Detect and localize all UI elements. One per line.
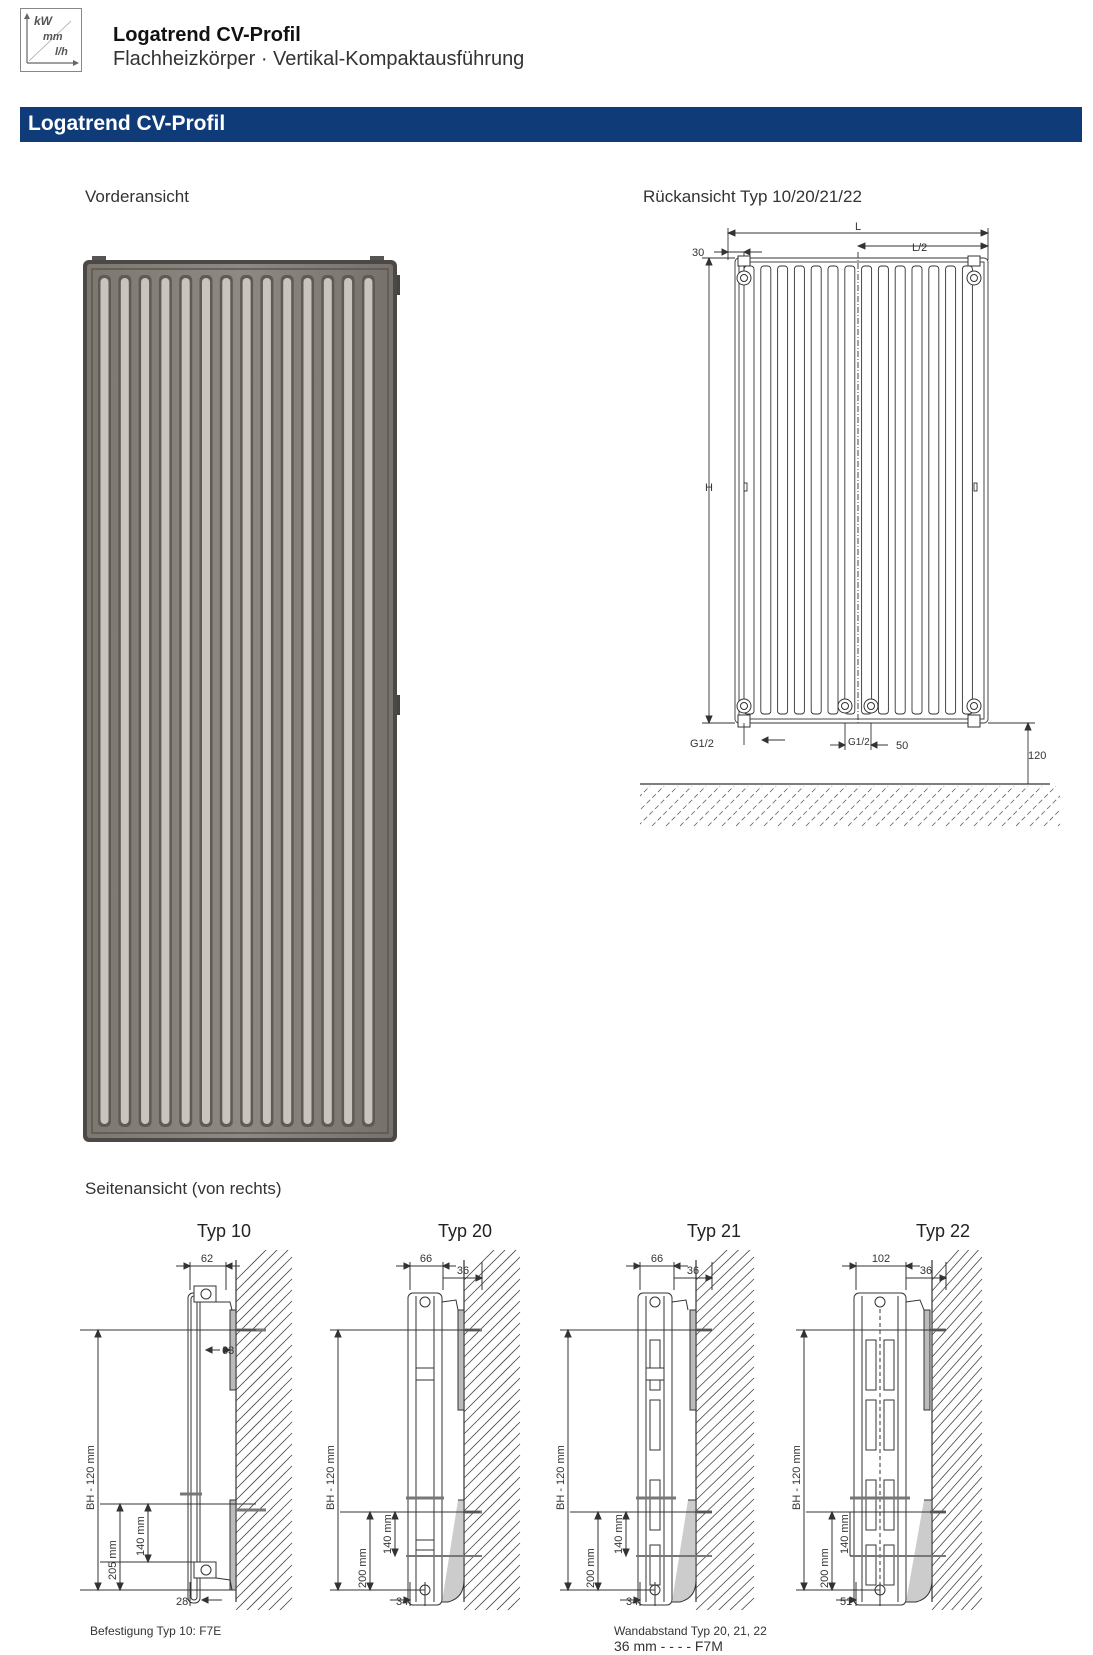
rear-rib (811, 266, 821, 714)
front-rib-highlight (243, 278, 251, 1124)
wall-hatch-line (464, 1444, 520, 1500)
wall-hatch-line (464, 1257, 520, 1313)
rear-rib (761, 266, 771, 714)
wall-hatch-line (236, 1334, 292, 1390)
rear-rib (794, 266, 804, 714)
wall-hatch-line (932, 1334, 982, 1390)
rear-rib (744, 266, 754, 714)
wall-hatch-line (236, 1345, 292, 1401)
wall-hatch-line (236, 1455, 292, 1511)
wall-hatch-line (696, 1466, 754, 1522)
wall-hatch-line (696, 1268, 754, 1324)
typ22-200: 200 mm (819, 1548, 831, 1588)
wall-hatch-line (696, 1400, 754, 1456)
wall-hatch-line (932, 1389, 982, 1445)
front-view-label: Vorderansicht (85, 187, 189, 206)
typ22-label: Typ 22 (916, 1221, 971, 1241)
wall-hatch-line (696, 1290, 754, 1346)
typ21-wall: 36 (686, 1265, 700, 1277)
floor-hatch-line (1030, 786, 1060, 826)
wall-hatch-line (696, 1543, 754, 1599)
floor-hatch-line (1044, 786, 1060, 826)
floor-hatch-line (1058, 786, 1060, 826)
rear-rib (862, 266, 872, 714)
wall-hatch-line (932, 1422, 982, 1478)
rear-rib (962, 266, 972, 714)
wall-hatch-line (696, 1422, 754, 1478)
wall-hatch-line (464, 1345, 520, 1401)
wall-hatch-line (932, 1367, 982, 1423)
front-rib-highlight (182, 278, 190, 1124)
typ20-200: 200 mm (357, 1548, 369, 1588)
wall-hatch-line (464, 1499, 520, 1555)
rear-rib (946, 266, 956, 714)
wall-hatch-line (236, 1400, 292, 1456)
typ20-label: Typ 20 (438, 1221, 493, 1241)
logo-unit-lh: l/h (55, 46, 68, 58)
wall-hatch-line (932, 1466, 982, 1522)
front-rib-highlight (121, 278, 129, 1124)
wall-hatch-line (696, 1521, 754, 1577)
rear-view-label: Rückansicht Typ 10/20/21/22 (643, 187, 862, 206)
typ22-bottom: 51 (840, 1596, 853, 1608)
wall-hatch-line (696, 1499, 754, 1555)
wall-hatch-line (464, 1334, 520, 1390)
typ20-bh: BH - 120 mm (325, 1445, 337, 1510)
front-rib-highlight (141, 278, 149, 1124)
wall-hatch-line (932, 1510, 982, 1566)
wandabstand-title: Wandabstand Typ 20, 21, 22 (614, 1624, 767, 1638)
wall-hatch-line (932, 1499, 982, 1555)
typ10-bottom: 28 (176, 1596, 189, 1608)
wall-hatch-line (464, 1488, 520, 1544)
unit-logo (20, 8, 82, 72)
wall-hatch-line (464, 1356, 520, 1412)
dim-50: 50 (896, 740, 909, 752)
typ20-140: 140 mm (382, 1514, 394, 1554)
front-rib-highlight (344, 278, 352, 1124)
wall-hatch-line (696, 1334, 754, 1390)
dim-L-half: L/2 (912, 242, 928, 254)
wall-hatch-line (464, 1466, 520, 1522)
wandabstand-value: 36 mm - - - - F7M (614, 1638, 723, 1654)
wall-hatch-line (932, 1477, 982, 1533)
front-rib-highlight (324, 278, 332, 1124)
wall-hatch-line (696, 1257, 754, 1313)
rear-rib (828, 266, 838, 714)
wall-hatch-line (696, 1554, 754, 1610)
wall-hatch-line (932, 1455, 982, 1511)
typ20-bottom: 34 (396, 1596, 409, 1608)
front-rib-highlight (283, 278, 291, 1124)
wall-hatch-line (236, 1279, 292, 1335)
banner-title: Logatrend CV-Profil (28, 112, 226, 135)
wall-hatch-line (932, 1554, 982, 1610)
typ22-wall: 36 (919, 1265, 933, 1277)
wall-hatch-line (696, 1279, 754, 1335)
typ10-label: Typ 10 (197, 1221, 252, 1241)
wall-hatch-line (236, 1444, 292, 1500)
floor-hatch-line (640, 786, 650, 826)
side-view-label: Seitenansicht (von rechts) (85, 1179, 282, 1198)
typ20-drawing (330, 1262, 482, 1606)
wall-hatch-line (932, 1565, 982, 1610)
wall-hatch-line (696, 1565, 754, 1610)
dim-120: 120 (1028, 750, 1047, 762)
wall-hatch-line (696, 1477, 754, 1533)
typ22-depth: 102 (871, 1253, 891, 1265)
wall-hatch-line (236, 1532, 292, 1588)
wall-hatch-line (236, 1543, 292, 1599)
wall-hatch-line (236, 1488, 292, 1544)
typ21-depth: 66 (650, 1253, 664, 1265)
wall-hatch-line (932, 1290, 982, 1346)
wall-hatch-line (932, 1400, 982, 1456)
typ10-bracket: 63 (222, 1345, 235, 1357)
wall-hatch-line (696, 1378, 754, 1434)
front-view-radiator (80, 255, 405, 1147)
wall-hatch-line (464, 1543, 520, 1599)
wall-hatch-line (464, 1565, 520, 1610)
wall-hatch-line (932, 1411, 982, 1467)
wall-hatch-line (932, 1257, 982, 1313)
typ21-200: 200 mm (585, 1548, 597, 1588)
wall-hatch-line (464, 1477, 520, 1533)
front-rib-highlight (202, 278, 210, 1124)
typ22-bh: BH - 120 mm (791, 1445, 803, 1510)
rear-rib (778, 266, 788, 714)
wall-hatch-line (932, 1444, 982, 1500)
front-rib-highlight (364, 278, 372, 1124)
rear-rib (878, 266, 888, 714)
wall-hatch-line (464, 1455, 520, 1511)
wall-hatch-line (236, 1257, 292, 1313)
wall-hatch-line (696, 1433, 754, 1489)
typ10-205: 205 mm (107, 1540, 119, 1580)
wall-hatch-line (696, 1345, 754, 1401)
wall-hatch-line (932, 1312, 982, 1368)
wall-hatch-line (932, 1521, 982, 1577)
wall-hatch-line (932, 1345, 982, 1401)
wall-hatch-line (236, 1268, 292, 1324)
logo-unit-mm: mm (43, 31, 63, 43)
wall-hatch-line (236, 1477, 292, 1533)
dim-g12-left: G1/2 (690, 738, 714, 750)
wall-hatch-line (696, 1389, 754, 1445)
wall-hatch-line (236, 1422, 292, 1478)
wall-hatch-line (236, 1411, 292, 1467)
wall-hatch-line (236, 1521, 292, 1577)
page-subtitle: Flachheizkörper · Vertikal-Kompaktausführung (113, 48, 525, 70)
wall-hatch-line (464, 1532, 520, 1588)
front-rib-highlight (304, 278, 312, 1124)
wall-hatch-line (464, 1290, 520, 1346)
wall-hatch-line (236, 1565, 292, 1610)
typ22-140: 140 mm (839, 1514, 851, 1554)
logo-unit-kw: kW (34, 14, 52, 28)
wall-hatch-line (696, 1532, 754, 1588)
wall-hatch-line (464, 1367, 520, 1423)
wall-hatch-line (464, 1554, 520, 1610)
dim-g12-mid: G1/2 (848, 737, 870, 748)
wall-hatch-line (236, 1290, 292, 1346)
typ20-wall: 36 (456, 1265, 470, 1277)
wall-hatch-line (932, 1279, 982, 1335)
wall-hatch-line (464, 1411, 520, 1467)
typ21-bottom: 34 (626, 1596, 639, 1608)
wall-hatch-line (236, 1554, 292, 1610)
wall-hatch-line (696, 1367, 754, 1423)
wall-hatch-line (696, 1510, 754, 1566)
wall-hatch-line (236, 1312, 292, 1368)
wall-hatch-line (696, 1411, 754, 1467)
typ10-140: 140 mm (135, 1516, 147, 1556)
wall-hatch-line (464, 1312, 520, 1368)
wall-hatch-line (696, 1444, 754, 1500)
wall-hatch-line (464, 1378, 520, 1434)
typ21-140: 140 mm (613, 1514, 625, 1554)
wall-hatch-line (932, 1378, 982, 1434)
wall-hatch-line (932, 1543, 982, 1599)
wall-hatch-line (932, 1356, 982, 1412)
wall-hatch-line (236, 1389, 292, 1445)
wall-hatch-line (236, 1499, 292, 1555)
wall-hatch-line (236, 1433, 292, 1489)
rear-rib (895, 266, 905, 714)
front-rib-highlight (222, 278, 230, 1124)
wall-hatch-line (464, 1389, 520, 1445)
side-view-drawings (80, 1250, 1080, 1610)
befestigung-note: Befestigung Typ 10: F7E (90, 1624, 222, 1638)
typ10-depth: 62 (200, 1253, 214, 1265)
wall-hatch-line (464, 1279, 520, 1335)
wall-hatch-line (932, 1532, 982, 1588)
unit-arrows-icon (21, 9, 81, 71)
typ21-label: Typ 21 (687, 1221, 742, 1241)
wall-hatch-line (236, 1510, 292, 1566)
rear-view-drawing (640, 218, 1060, 838)
typ21-bh: BH - 120 mm (555, 1445, 567, 1510)
wall-hatch-line (696, 1312, 754, 1368)
typ10-bh: BH - 120 mm (85, 1445, 97, 1510)
dim-H: H (705, 482, 713, 494)
front-rib-highlight (263, 278, 271, 1124)
wall-hatch-line (236, 1378, 292, 1434)
dim-L: L (855, 221, 862, 233)
wall-hatch-line (932, 1488, 982, 1544)
front-rib-highlight (101, 278, 109, 1124)
page-title: Logatrend CV-Profil (113, 24, 301, 46)
rear-rib (912, 266, 922, 714)
wall-hatch-line (464, 1400, 520, 1456)
typ20-depth: 66 (419, 1253, 433, 1265)
rear-rib (929, 266, 939, 714)
wall-hatch-line (464, 1433, 520, 1489)
wall-hatch-line (696, 1455, 754, 1511)
wall-hatch-line (464, 1268, 520, 1324)
wall-hatch-line (696, 1356, 754, 1412)
wall-hatch-line (236, 1356, 292, 1412)
wall-hatch-line (236, 1367, 292, 1423)
wall-hatch-line (464, 1521, 520, 1577)
wall-hatch-line (464, 1422, 520, 1478)
floor-hatching (640, 786, 1060, 826)
typ21-drawing (560, 1262, 712, 1606)
front-rib-highlight (161, 278, 169, 1124)
wall-hatch-line (236, 1466, 292, 1522)
wall-hatch-line (932, 1433, 982, 1489)
wall-hatch-line (464, 1510, 520, 1566)
wall-hatch-line (696, 1488, 754, 1544)
dim-30: 30 (692, 247, 705, 259)
rear-rib (845, 266, 855, 714)
